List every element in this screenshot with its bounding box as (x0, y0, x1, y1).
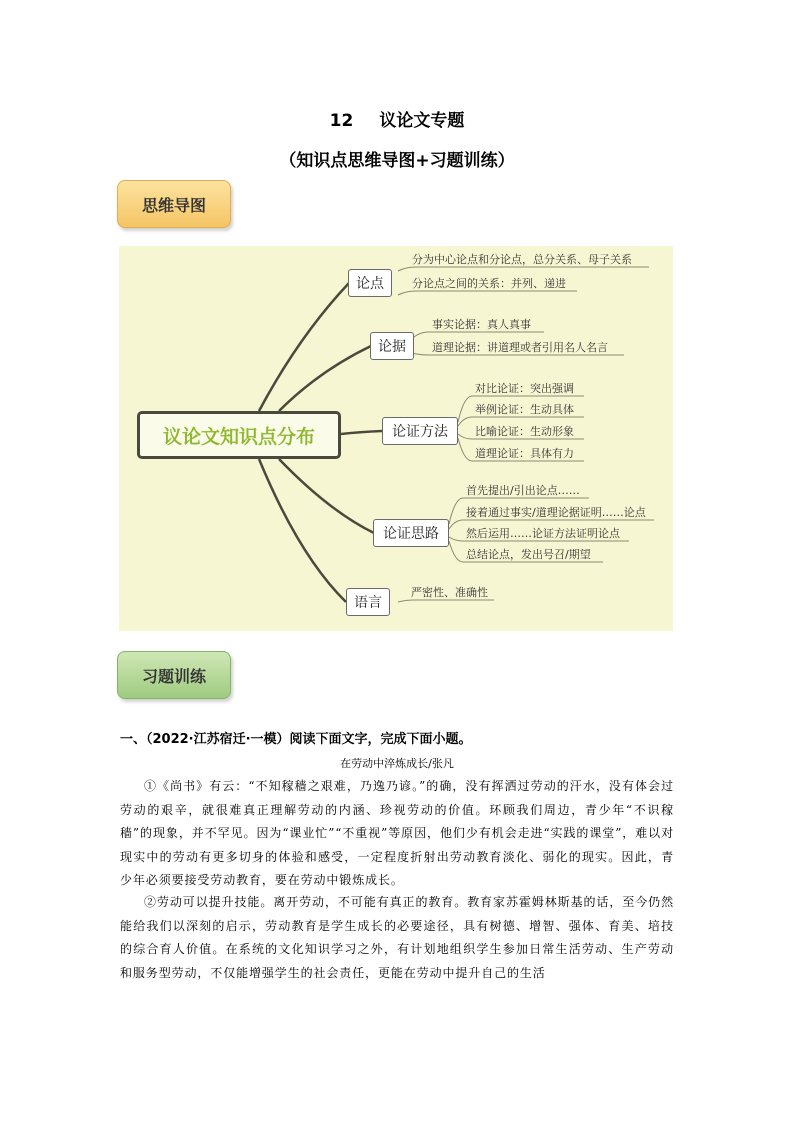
connector-lundian (259, 283, 349, 411)
branch-lunju: 论据 (370, 332, 414, 360)
mindmap-tag: 思维导图 (117, 180, 231, 228)
exercise-tag: 习题训练 (117, 651, 231, 699)
leaf-lunju-2: 道理论据：讲道理或者引用名人名言 (432, 341, 608, 354)
branch-lunzheng-silu: 论证思路 (373, 519, 449, 547)
branch-lundian: 论点 (348, 269, 392, 297)
subline-1 (398, 267, 649, 271)
connector-silu (279, 459, 374, 533)
leaf-silu-3: 然后运用……论证方法证明论点 (466, 527, 620, 540)
article-paragraph-1: ①《尚书》有云：“不知稼穑之艰难，乃逸乃谚。”的确，没有挥洒过劳动的汗水，没有体会过劳动的艰辛，就很难真正理解劳动的内涵、珍视劳动的价值。环顾我们周边，青少年“不识稼穑”的现象，并不罕见。因为“课业忙”“不重视”等原因，他们少有机会走进“实践的课堂”，难以对现实中的劳动有更多切身的体验和感受，一定程度折射出劳动教育淡化、弱化的现实。因此，青少年必须要接受劳动教育，要在劳动中锻炼成长。 (120, 779, 674, 888)
branch-yuyan: 语言 (346, 588, 390, 616)
leaf-fangfa-3: 比喻论证：生动形象 (475, 425, 574, 438)
branch-lunzheng-fangfa: 论证方法 (382, 417, 458, 445)
page-title (0, 106, 794, 131)
title-text: 议论文专题 (379, 111, 465, 131)
leaf-fangfa-4: 道理论证：具体有力 (475, 447, 574, 460)
mindmap-central-topic: 议论文知识点分布 (137, 411, 341, 459)
connector-fangfa (341, 431, 382, 434)
leaf-fangfa-1: 对比论证：突出强调 (475, 382, 574, 395)
leaf-yuyan-1: 严密性、准确性 (411, 586, 488, 599)
leaf-fangfa-2: 举例论证：生动具体 (475, 403, 574, 416)
subline-13 (398, 600, 494, 602)
leaf-lunju-1: 事实论据：真人真事 (432, 318, 531, 331)
article-paragraph-2: ②劳动可以提升技能。离开劳动，不可能有真正的教育。教育家苏霍姆林斯基的话，至今仍然能给我们以深刻的启示，劳动教育是学生成长的必要途径，具有树德、增智、强体、育美、培技的综合育人价值。在系统的文化知识学习之外，有计划地组织学生参加日常生活劳动、生产劳动和服务型劳动，不仅能增强学生的社会责任，更能在劳动中提升自己的生活 (120, 895, 674, 980)
article-title: 在劳动中淬炼成长/张凡 (340, 757, 454, 770)
title-number: 12 (329, 111, 354, 131)
leaf-lundian-1: 分为中心论点和分论点，总分关系、母子关系 (412, 253, 632, 266)
mindmap (119, 246, 673, 631)
question-heading: 一、（2022·江苏宿迁·一模）阅读下面文字，完成下面小题。 (120, 732, 472, 747)
subline-2 (398, 291, 577, 295)
leaf-silu-2: 接着通过事实/道理论据证明……论点 (466, 506, 646, 519)
page-subtitle: （知识点思维导图+习题训练） (279, 151, 515, 171)
leaf-silu-1: 首先提出/引出论点…… (466, 484, 580, 497)
leaf-lundian-2: 分论点之间的关系：并列、递进 (412, 277, 566, 290)
leaf-silu-4: 总结论点，发出号召/期望 (466, 548, 591, 561)
